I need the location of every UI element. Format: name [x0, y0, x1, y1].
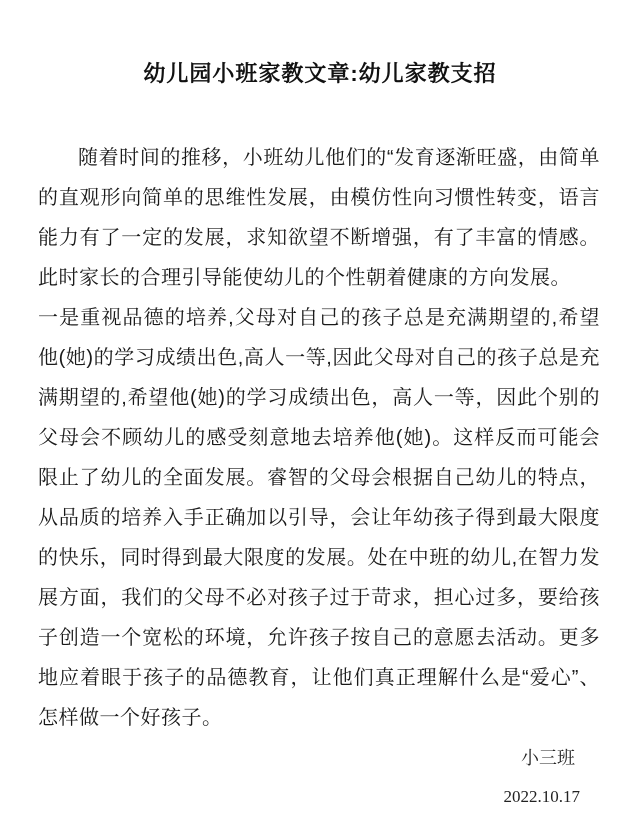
paragraph-main: 一是重视品德的培养,父母对自己的孩子总是充满期望的,希望他(她)的学习成绩出色,高人一等,因此父母对自己的孩子总是充满期望的,希望他(她)的学习成绩出色，高人一等，因此个别的父母会不顾幼儿的感受刻意地去培养他(她)。这样反而可能会限止了幼儿的全面发展。睿智的父母会根据自己幼儿的特点，从品质的培养入手正确加以引导，会让年幼孩子得到最大限度的快乐，同时得到最大限度的发展。处在中班的幼儿,在智力发展方面，我们的父母不必对孩子过于苛求，担心过多，要给孩子创造一个宽松的环境，允许孩子按自己的意愿去活动。更多地应着眼于孩子的品德教育，让他们真正理解什么是“爱心”、怎样做一个好孩子。 [38, 307, 600, 729]
document-body [38, 138, 600, 738]
date: 2022.10.17 [503, 787, 580, 806]
document-title: 幼儿园小班家教文章:幼儿家教支招 [143, 61, 497, 86]
paragraph-intro: 随着时间的推移，小班幼儿他们的“发育逐渐旺盛，由简单的直观形向简单的思维性发展，由模仿性向习惯性转变，语言能力有了一定的发展，求知欲望不断增强，有了丰富的情感。此时家长的合理引导能使幼儿的个性朝着健康的方向发展。 [38, 147, 600, 289]
signature: 小三班 [521, 748, 575, 768]
